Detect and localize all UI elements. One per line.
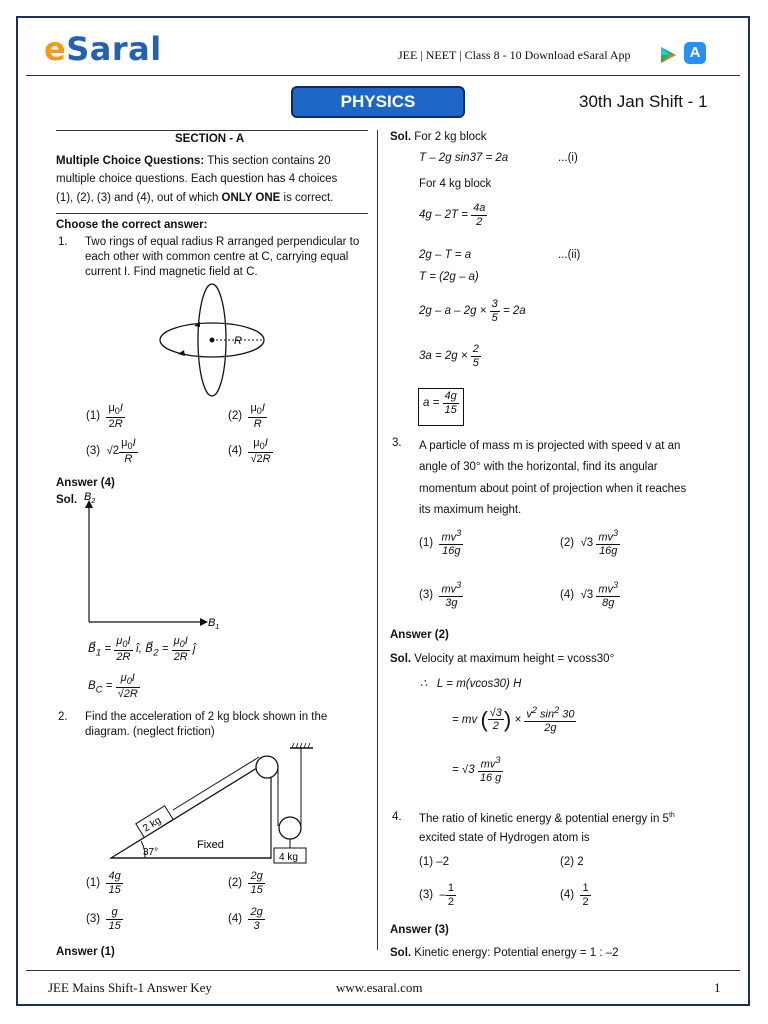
q2-answer: Answer (1)	[56, 946, 115, 958]
q1-text: Two rings of equal radius R arranged perpendicular to each other with common centre at C, carrying equal current I. Find magnetic field at C.	[85, 236, 360, 278]
q1-number: 1.	[58, 236, 68, 248]
app-store-icon[interactable]: A	[684, 42, 706, 64]
svg-text:B2: $B_2$	[84, 491, 96, 505]
q4-option-2[interactable]: (2) 2	[560, 856, 584, 868]
q2-option-1[interactable]: (1) $\frac{4g}{15}$	[86, 870, 121, 896]
mcq-instructions: Multiple Choice Questions: This section contains 20 multiple choice questions. Each question has 4 choices (1), (2), (3) and (4), out of which ONLY ONE is correct.	[56, 155, 338, 204]
q3-answer: Answer (2)	[390, 629, 449, 641]
q3-number: 3.	[392, 437, 402, 449]
q3-text: A particle of mass m is projected with speed v at an angle of 30° with the horizontal, find its angular momentum about point of projection when it reaches its maximum height.	[419, 440, 687, 516]
eq-i-tag: ...(i)	[558, 152, 578, 164]
q4-answer: Answer (3)	[390, 924, 449, 936]
q3-option-4[interactable]: (4) √3 $\frac{mv^3}{8g}$	[560, 580, 619, 610]
eq-4g: 4g – 2T = $\frac{4a}{2}$	[419, 202, 486, 228]
field-axes-diagram	[78, 490, 228, 635]
eq-substitute: 2g – a – 2g × $\frac{3}{5}$ = 2a	[419, 298, 526, 324]
footer-divider	[26, 970, 740, 971]
q4-option-4[interactable]: (4) $\frac{1}{2}$	[560, 882, 589, 908]
eq-T: T = (2g – a)	[419, 271, 479, 283]
rings-diagram	[150, 280, 280, 400]
eq-L-expand: = mv ( $\frac{√3}{2}$ ) × $\frac{v^2 \sin^2 30}{2g}$	[452, 705, 575, 735]
svg-text:37°: 37°	[143, 847, 159, 858]
header-tagline: JEE | NEET | Class 8 - 10 Download eSaral App	[398, 48, 631, 62]
q2-option-4[interactable]: (4) $\frac{2g}{3}$	[228, 906, 263, 932]
eq-L: ∴ L = m(vcos30) H	[420, 678, 522, 690]
eq-L-final: = √3 $\frac{mv^3}{16 g}$	[452, 755, 502, 785]
esaral-logo: eSaral	[44, 30, 162, 68]
q3-solution: Sol. Velocity at maximum height = vcoss30°	[390, 653, 615, 665]
q2-option-2[interactable]: (2) $\frac{2g}{15}$	[228, 870, 263, 896]
q2-option-3[interactable]: (3) $\frac{g}{15}$	[86, 906, 121, 932]
svg-text:2 kg: 2 kg	[141, 815, 164, 835]
q1-option-3[interactable]: (3) √2 $\frac{\mu_0I}{R}$	[86, 437, 136, 465]
footer-title: JEE Mains Shift-1 Answer Key	[48, 980, 212, 995]
q4-text: The ratio of kinetic energy & potential energy in 5th excited state of Hydrogen atom is	[419, 812, 675, 844]
q4-number: 4.	[392, 811, 402, 823]
q1-answer: Answer (4)	[56, 477, 115, 489]
q3-option-2[interactable]: (2) √3 $\frac{mv^3}{16g}$	[560, 528, 619, 558]
section-rule	[56, 130, 368, 131]
subject-banner: PHYSICS	[291, 86, 465, 118]
q4-option-3[interactable]: (3) – $\frac{1}{2}$	[419, 882, 454, 908]
header-divider	[26, 75, 740, 76]
q1-option-2[interactable]: (2) $\frac{\mu_0I}{R}$	[228, 402, 265, 430]
svg-text:4 kg: 4 kg	[279, 852, 298, 863]
play-store-icon[interactable]	[658, 45, 678, 65]
q3-option-3[interactable]: (3) $\frac{mv^3}{3g}$	[419, 580, 462, 610]
q1-sol-label: Sol.	[56, 494, 78, 506]
q2-solution-heading: Sol. For 2 kg block	[390, 131, 487, 143]
for-4kg-label: For 4 kg block	[419, 178, 492, 190]
choose-heading: Choose the correct answer:	[56, 219, 208, 231]
page-number: 1	[714, 980, 721, 995]
q4-option-1[interactable]: (1) –2	[419, 856, 450, 868]
q1-option-4[interactable]: (4) $\frac{\mu_0I}{√2R}$	[228, 437, 271, 465]
b1-b2-equation: $B⃗_1$ = $\frac{\mu_0I}{2R}$ î, $B⃗_2$ = $\frac{\mu_0I}{2R}$ ĵ	[88, 635, 196, 663]
bc-equation: $B_C$ = $\frac{\mu_0I}{√2R}$	[88, 672, 138, 700]
ring-radius-label: R	[234, 335, 242, 347]
q1-option-1[interactable]: (1) $\frac{\mu_0I}{2R}$	[86, 402, 123, 430]
eq-ii-tag: ...(ii)	[558, 249, 581, 261]
q2-text: Find the acceleration of 2 kg block shown in the diagram. (neglect friction)	[85, 711, 328, 738]
svg-text:B1: $B_1$	[208, 617, 220, 631]
shift-label: 30th Jan Shift - 1	[579, 92, 708, 111]
eq-final: a = $\frac{4g}{15}$	[423, 390, 457, 416]
q2-number: 2.	[58, 711, 68, 723]
q4-solution: Sol. Kinetic energy: Potential energy = 1 : –2	[390, 947, 619, 959]
incline-pulley-diagram	[105, 740, 330, 865]
column-divider	[377, 130, 378, 950]
footer-website-link[interactable]: www.esaral.com	[336, 980, 423, 995]
q3-option-1[interactable]: (1) $\frac{mv^3}{16g}$	[419, 528, 462, 558]
svg-text:Fixed: Fixed	[197, 839, 224, 851]
eq-ii: 2g – T = a	[419, 249, 472, 261]
section-title: SECTION - A	[175, 133, 245, 145]
eq-3a: 3a = 2g × $\frac{2}{5}$	[419, 343, 479, 369]
instructions-rule	[56, 213, 368, 214]
eq-i: T – 2g sin37 = 2a	[419, 152, 509, 164]
